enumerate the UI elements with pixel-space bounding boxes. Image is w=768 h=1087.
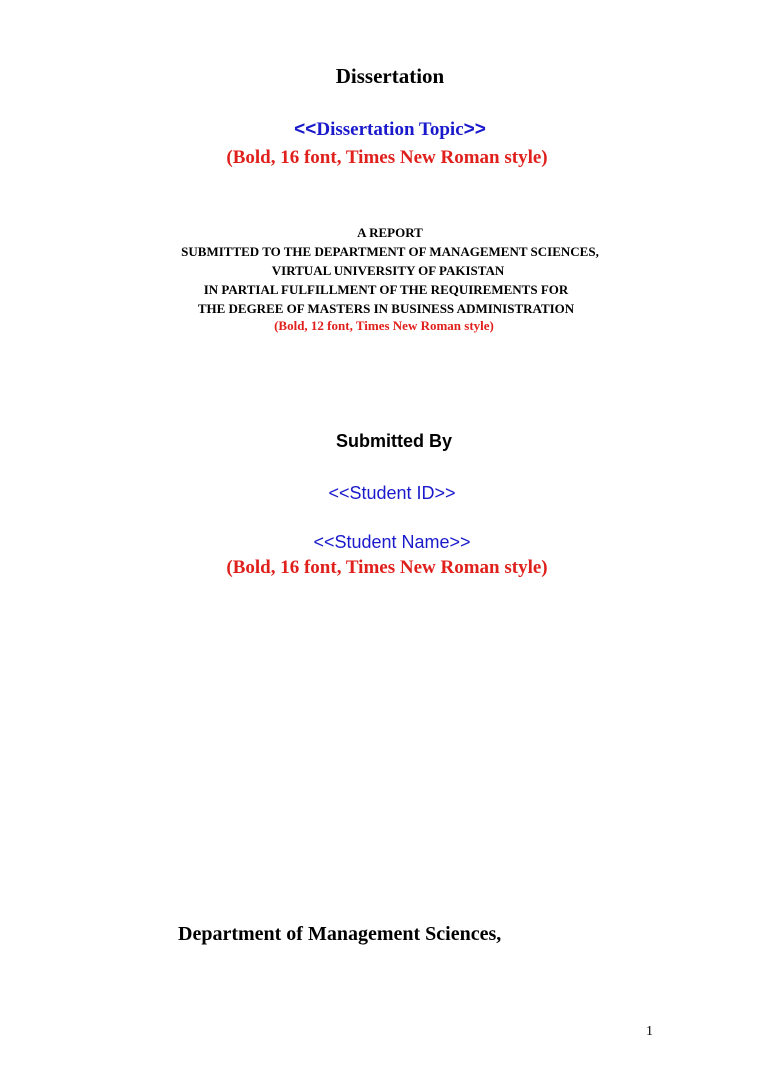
topic-format-note: (Bold, 16 font, Times New Roman style) [226, 147, 548, 168]
topic-open-brackets: << [294, 119, 317, 140]
report-line: SUBMITTED TO THE DEPARTMENT OF MANAGEMENT SCIENCES, [181, 244, 599, 259]
report-line: VIRTUAL UNIVERSITY OF PAKISTAN [271, 263, 505, 278]
page-number: 1 [646, 1024, 653, 1039]
document-title: Dissertation [335, 64, 445, 88]
report-line: IN PARTIAL FULFILLMENT OF THE REQUIREMENTS FOR [203, 282, 569, 297]
student-id-placeholder: <<Student ID>> [328, 483, 456, 503]
report-line: A REPORT [357, 225, 423, 240]
submitted-by-heading: Submitted By [335, 431, 452, 451]
report-line: THE DEGREE OF MASTERS IN BUSINESS ADMINISTRATION [197, 301, 575, 316]
student-format-note: (Bold, 16 font, Times New Roman style) [226, 557, 548, 578]
dissertation-topic-placeholder [6, 118, 768, 142]
department-name: Department of Management Sciences, [178, 923, 502, 945]
report-format-note: (Bold, 12 font, Times New Roman style) [274, 318, 494, 333]
topic-close-brackets: >> [463, 119, 486, 140]
student-name-placeholder: <<Student Name>> [313, 532, 471, 552]
topic-text: Dissertation Topic [316, 119, 464, 140]
